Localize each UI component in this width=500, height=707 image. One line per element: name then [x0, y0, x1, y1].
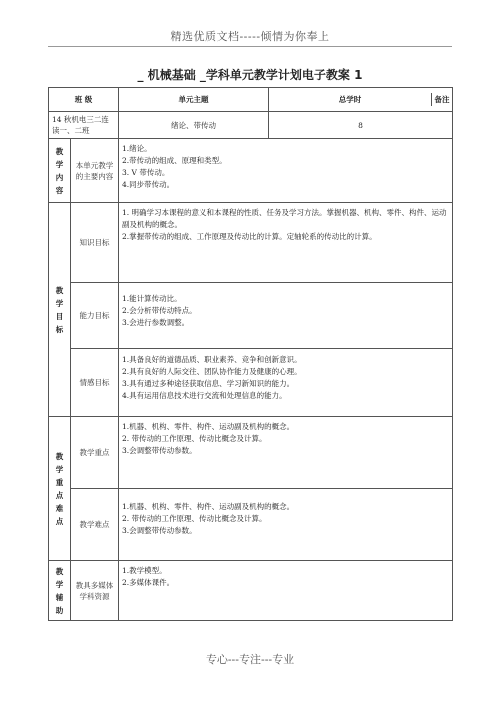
teaching-aids-row	[49, 561, 453, 621]
aids-sub-label: 教具多媒体学科资源	[71, 561, 119, 621]
header-divider	[48, 46, 452, 47]
header-note: 备注	[431, 93, 452, 106]
goals-section-label: 教 学 目 标	[49, 203, 71, 417]
content-section-label: 教 学 内 容	[49, 139, 71, 203]
key-point-label: 教学重点	[71, 417, 119, 489]
list-item: 2.带传动的组成、原理和类型。	[122, 156, 227, 165]
list-item: 3.具有通过多种途径获取信息、学习新知识的能力。	[122, 379, 295, 388]
list-item: 3.会调整带传动参数。	[122, 446, 197, 455]
content-row	[49, 139, 453, 203]
list-item: 4.同步带传动。	[122, 180, 175, 189]
document-title: _ 机械基础 _学科单元教学计划电子教案 1	[137, 68, 363, 82]
list-item: 1. 明确学习本课程的意义和本课程的性质、任务及学习方法。掌握机器、机构、零件、构件、运动副及机构的概念。	[122, 208, 447, 229]
list-item: 1.机器、机构、零件、构件、运动副及机构的概念。	[122, 422, 295, 431]
aids-items	[119, 561, 453, 621]
difficult-point-label: 教学难点	[71, 489, 119, 561]
page-header: 精选优质文档-----倾情为你奉上	[170, 30, 330, 43]
list-item: 2. 带传动的工作原理、传动比概念及计算。	[122, 434, 267, 443]
content-items	[119, 139, 453, 203]
class-row	[49, 112, 453, 139]
keypoints-section-label: 教 学 重 点 难 点	[49, 417, 71, 561]
list-item: 2.多媒体课件。	[122, 578, 175, 587]
content-sub-label: 本单元教学的主要内容	[71, 139, 119, 203]
ability-goal-label: 能力目标	[71, 283, 119, 349]
list-item: 4.具有运用信息技术进行交流和处理信息的能力。	[122, 391, 287, 400]
list-item: 3.会调整带传动参数。	[122, 526, 197, 535]
list-item: 2.具有良好的人际交往、团队协作能力及健康的心理。	[122, 367, 302, 376]
knowledge-goal-row	[49, 203, 453, 283]
ability-goal-row	[49, 283, 453, 349]
class-value: 14 秋机电三二连读一、二班	[49, 112, 119, 139]
header-hours: 总学时	[338, 95, 362, 104]
ability-goal-items	[119, 283, 453, 349]
aids-section-label: 教 学 辅 助	[49, 561, 71, 621]
list-item: 1.绪论。	[122, 144, 152, 153]
hours-value: 8	[269, 112, 453, 139]
header-class: 班 级	[49, 88, 119, 112]
key-point-row	[49, 417, 453, 489]
key-point-items	[119, 417, 453, 489]
knowledge-goal-items	[119, 203, 453, 283]
difficult-point-items	[119, 489, 453, 561]
list-item: 1.机器、机构、零件、构件、运动副及机构的概念。	[122, 502, 295, 511]
difficult-point-row	[49, 489, 453, 561]
table-header-row	[49, 88, 453, 112]
emotion-goal-items	[119, 349, 453, 417]
emotion-goal-row	[49, 349, 453, 417]
list-item: 2.掌握带传动的组成、工作原理及传动比的计算。定轴轮系的传动比的计算。	[122, 232, 377, 241]
list-item: 1.教学模型。	[122, 566, 167, 575]
knowledge-goal-label: 知识目标	[71, 203, 119, 283]
header-unit: 单元主题	[119, 88, 269, 112]
list-item: 3.会进行参数调整。	[122, 318, 190, 327]
list-item: 1.能计算传动比。	[122, 294, 182, 303]
unit-value: 绪论、带传动	[119, 112, 269, 139]
list-item: 3. V 带传动。	[122, 168, 170, 177]
list-item: 1.具备良好的道德品质、职业素养、竞争和创新意识。	[122, 355, 302, 364]
lesson-plan-table	[48, 87, 453, 621]
list-item: 2. 带传动的工作原理、传动比概念及计算。	[122, 514, 267, 523]
list-item: 2.会分析带传动特点。	[122, 306, 197, 315]
emotion-goal-label: 情感目标	[71, 349, 119, 417]
page-footer: 专心---专注---专业	[205, 653, 295, 666]
